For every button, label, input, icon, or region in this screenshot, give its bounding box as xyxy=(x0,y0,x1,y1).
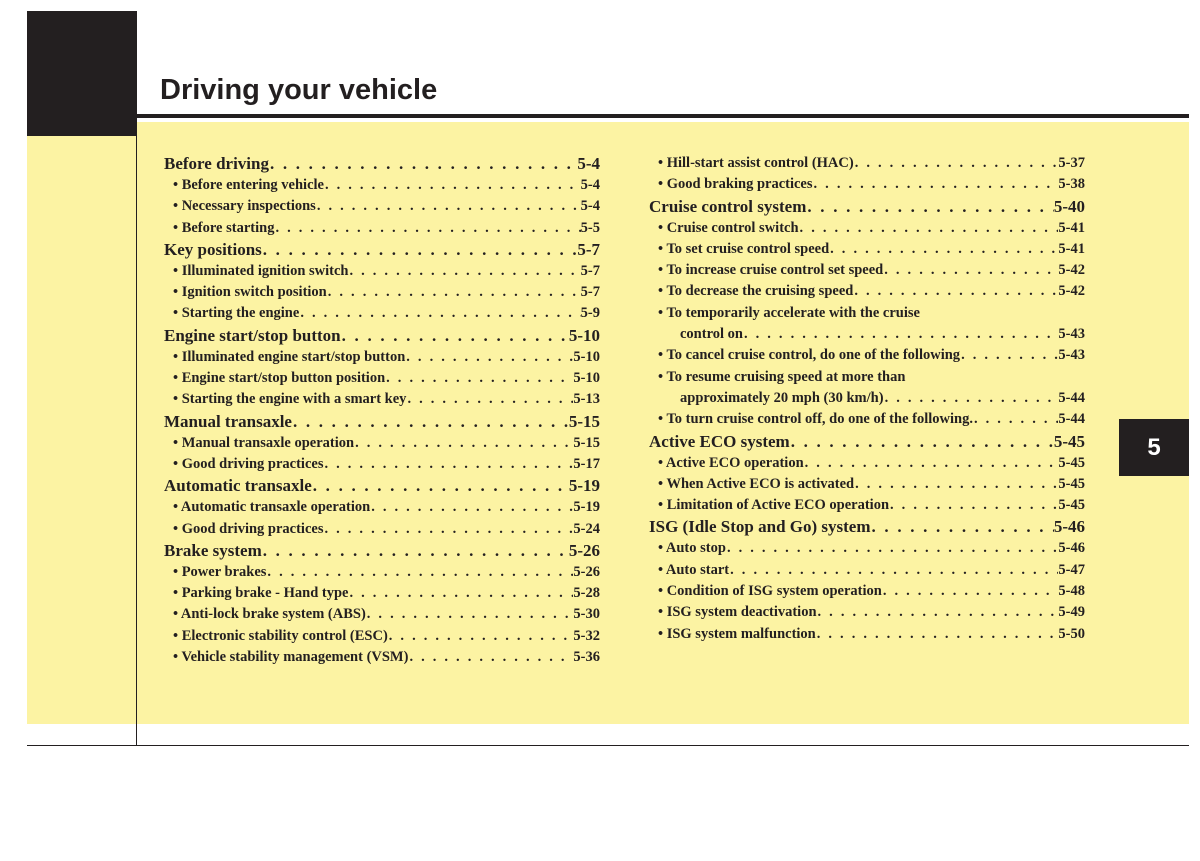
toc-dot-leader xyxy=(348,583,573,604)
toc-entry-label: • To temporarily accelerate with the cruise xyxy=(658,304,920,321)
toc-dot-leader xyxy=(799,218,1059,239)
toc-dot-leader xyxy=(348,261,580,282)
toc-dot-leader xyxy=(327,282,581,303)
toc-entry-label: Brake system xyxy=(164,540,262,560)
toc-subsection-entry[interactable] xyxy=(649,602,1085,623)
toc-entry-label: control on xyxy=(680,326,743,343)
toc-page-number: 5-17 xyxy=(573,455,600,472)
toc-page-number: 5-45 xyxy=(1053,431,1085,451)
toc-entry-label: • Automatic transaxle operation xyxy=(173,499,371,516)
toc-dot-leader xyxy=(829,239,1058,260)
toc-page-number: 5-10 xyxy=(568,325,600,345)
toc-entry-label: • Condition of ISG system operation xyxy=(658,583,882,600)
toc-dot-leader xyxy=(292,411,569,433)
toc-section-entry[interactable] xyxy=(164,153,600,175)
toc-subsection-entry[interactable] xyxy=(649,281,1085,302)
toc-dot-leader xyxy=(960,345,1058,366)
toc-page-number: 5-45 xyxy=(1058,454,1085,471)
toc-subsection-entry[interactable] xyxy=(649,345,1085,366)
toc-dot-leader xyxy=(743,324,1058,345)
margin-rule xyxy=(136,136,137,746)
toc-subsection-entry[interactable] xyxy=(164,519,600,540)
toc-page-number: 5-10 xyxy=(573,370,600,387)
toc-subsection-entry[interactable] xyxy=(649,218,1085,239)
toc-subsection-entry[interactable] xyxy=(649,581,1085,602)
toc-entry-label: • Manual transaxle operation xyxy=(173,434,355,451)
toc-subsection-entry[interactable] xyxy=(164,303,600,324)
toc-page-number: 5-49 xyxy=(1058,604,1085,621)
toc-subsection-entry[interactable] xyxy=(649,474,1085,495)
toc-dot-leader xyxy=(274,218,580,239)
toc-dot-leader xyxy=(884,388,1059,409)
toc-subsection-entry[interactable] xyxy=(164,583,600,604)
toc-subsection-entry[interactable] xyxy=(649,453,1085,474)
toc-entry-label: • Necessary inspections xyxy=(173,198,316,215)
toc-entry-label: Engine start/stop button xyxy=(164,325,341,345)
toc-entry-label: • Illuminated engine start/stop button xyxy=(173,348,406,365)
toc-page-number: 5-36 xyxy=(573,649,600,666)
toc-subsection-entry[interactable] xyxy=(164,282,600,303)
toc-dot-leader xyxy=(316,196,581,217)
toc-dot-leader xyxy=(816,624,1059,645)
toc-dot-leader xyxy=(385,368,573,389)
toc-entry-label: Automatic transaxle xyxy=(164,476,312,496)
toc-dot-leader xyxy=(882,581,1059,602)
toc-entry-label: • Active ECO operation xyxy=(658,454,804,471)
toc-section-entry[interactable] xyxy=(164,411,600,433)
toc-section-entry[interactable] xyxy=(164,239,600,261)
toc-page-number: 5-45 xyxy=(1058,475,1085,492)
toc-dot-leader xyxy=(790,431,1054,453)
toc-entry-label: • When Active ECO is activated xyxy=(658,475,855,492)
toc-page-number: 5-4 xyxy=(580,177,600,193)
toc-page-number: 5-30 xyxy=(573,606,600,623)
toc-dot-leader xyxy=(354,433,573,454)
toc-dot-leader xyxy=(299,303,580,324)
toc-page-number: 5-4 xyxy=(577,154,600,173)
toc-entry-label: • To set cruise control speed xyxy=(658,240,830,257)
toc-entry-label: Active ECO system xyxy=(649,431,790,451)
bottom-rule xyxy=(27,745,1189,746)
toc-subsection-entry[interactable] xyxy=(164,647,600,668)
toc-entry-label: • ISG system deactivation xyxy=(658,604,817,621)
toc-subsection-entry[interactable] xyxy=(649,409,1085,430)
toc-page-number: 5-37 xyxy=(1058,155,1085,171)
toc-entry-label: • To decrease the cruising speed xyxy=(658,283,854,300)
toc-entry-label: ISG (Idle Stop and Go) system xyxy=(649,517,871,537)
toc-entry-label: • Starting the engine with a smart key xyxy=(173,391,407,408)
toc-entry-label: Key positions xyxy=(164,239,262,259)
toc-dot-leader xyxy=(266,562,573,583)
toc-page-number: 5-7 xyxy=(580,284,600,301)
toc-subsection-entry[interactable] xyxy=(164,175,600,196)
toc-page-number: 5-10 xyxy=(573,348,600,365)
toc-subsection-entry[interactable] xyxy=(164,497,600,518)
toc-entry-label: • Anti-lock brake system (ABS) xyxy=(173,606,366,623)
toc-dot-leader xyxy=(408,647,573,668)
toc-entry-label: • Power brakes xyxy=(173,563,267,580)
toc-subsection-entry[interactable] xyxy=(164,433,600,454)
toc-subsection-entry[interactable] xyxy=(164,261,600,282)
toc-subsection-entry[interactable] xyxy=(164,218,600,239)
toc-entry-label: • Vehicle stability management (VSM) xyxy=(173,649,409,666)
toc-entry-label: • To resume cruising speed at more than xyxy=(658,368,906,385)
toc-page-number: 5-15 xyxy=(568,411,600,431)
toc-dot-leader xyxy=(324,175,581,196)
toc-entry-label: Manual transaxle xyxy=(164,411,292,431)
toc-subsection-entry[interactable] xyxy=(649,388,1085,409)
toc-dot-leader xyxy=(312,475,569,497)
toc-entry-label: • Good driving practices xyxy=(173,455,324,472)
toc-dot-leader xyxy=(817,602,1059,623)
toc-page-number: 5-26 xyxy=(573,563,600,580)
toc-dot-leader xyxy=(883,260,1058,281)
toc-dot-leader xyxy=(406,389,573,410)
toc-entry-label: • Limitation of Active ECO operation xyxy=(658,497,890,514)
toc-entry-label: • Good braking practices xyxy=(658,176,813,193)
toc-entry-label: • Illuminated ignition switch xyxy=(173,262,349,279)
toc-dot-leader xyxy=(854,474,1058,495)
toc-page-number: 5-41 xyxy=(1058,219,1085,236)
toc-page-number: 5-4 xyxy=(580,198,600,215)
toc-dot-leader xyxy=(370,497,573,518)
toc-dot-leader xyxy=(269,153,577,175)
toc-entry-label: • Auto start xyxy=(658,561,730,578)
toc-dot-leader xyxy=(388,626,574,647)
toc-dot-leader xyxy=(262,239,578,261)
toc-page-number: 5-15 xyxy=(573,434,600,451)
toc-subsection-entry[interactable] xyxy=(649,153,1085,174)
toc-dot-leader xyxy=(323,519,573,540)
toc-dot-leader xyxy=(323,454,573,475)
toc-dot-leader xyxy=(853,281,1058,302)
page-title: Driving your vehicle xyxy=(160,74,438,106)
toc-entry-label: Cruise control system xyxy=(649,196,807,216)
toc-dot-leader xyxy=(341,325,569,347)
sidebar-background xyxy=(27,136,137,724)
toc-dot-leader xyxy=(405,347,573,368)
toc-dot-leader xyxy=(889,495,1058,516)
toc-subsection-entry[interactable] xyxy=(164,347,600,368)
toc-entry-label: approximately 20 mph (30 km/h) xyxy=(680,389,884,406)
chapter-tab[interactable]: 5 xyxy=(1119,419,1189,476)
toc-dot-leader xyxy=(813,174,1059,195)
toc-page-number: 5-43 xyxy=(1058,347,1085,364)
toc-entry-label: • Engine start/stop button position xyxy=(173,370,386,387)
toc-subsection-entry[interactable] xyxy=(164,562,600,583)
toc-subsection-entry[interactable] xyxy=(164,196,600,217)
toc-page-number: 5-41 xyxy=(1058,240,1085,257)
toc-dot-leader xyxy=(726,538,1058,559)
toc-subsection-entry[interactable] xyxy=(164,389,600,410)
toc-page-number: 5-45 xyxy=(1058,497,1085,514)
toc-page-number: 5-5 xyxy=(580,219,600,236)
toc-dot-leader xyxy=(262,540,569,562)
toc-page-number: 5-38 xyxy=(1058,176,1085,193)
toc-entry-label: • Before entering vehicle xyxy=(173,177,324,193)
chapter-corner-block xyxy=(27,11,137,136)
toc-section-entry[interactable] xyxy=(164,540,600,562)
toc-subsection-entry[interactable] xyxy=(649,303,1085,324)
toc-entry-label: • Ignition switch position xyxy=(173,284,327,301)
toc-subsection-entry[interactable] xyxy=(649,367,1085,388)
toc-column-left xyxy=(164,153,600,668)
toc-page-number: 5-44 xyxy=(1058,411,1085,428)
toc-page-number: 5-13 xyxy=(573,391,600,408)
toc-dot-leader xyxy=(366,604,574,625)
toc-entry-label: • Cruise control switch xyxy=(658,219,799,236)
toc-page-number: 5-47 xyxy=(1058,561,1085,578)
toc-page-number: 5-48 xyxy=(1058,583,1085,600)
toc-entry-label: • Electronic stability control (ESC) xyxy=(173,627,388,644)
toc-entry-label: • Hill-start assist control (HAC) xyxy=(658,155,854,171)
toc-page-number: 5-46 xyxy=(1058,540,1085,557)
toc-subsection-entry[interactable] xyxy=(164,626,600,647)
toc-dot-leader xyxy=(973,409,1058,430)
toc-subsection-entry[interactable] xyxy=(164,368,600,389)
toc-dot-leader xyxy=(729,560,1058,581)
toc-subsection-entry[interactable] xyxy=(649,538,1085,559)
toc-subsection-entry[interactable] xyxy=(649,260,1085,281)
toc-page-number: 5-42 xyxy=(1058,262,1085,279)
toc-column-right xyxy=(649,153,1085,645)
toc-dot-leader xyxy=(806,196,1053,218)
toc-entry-label: • ISG system malfunction xyxy=(658,625,816,642)
toc-subsection-entry[interactable] xyxy=(649,239,1085,260)
toc-entry-label: • Auto stop xyxy=(658,540,726,557)
toc-entry-label: • Parking brake - Hand type xyxy=(173,585,349,602)
toc-page-number: 5-9 xyxy=(580,305,600,322)
toc-page-number: 5-42 xyxy=(1058,283,1085,300)
toc-page-number: 5-19 xyxy=(568,476,600,496)
toc-section-entry[interactable] xyxy=(164,475,600,497)
toc-page-number: 5-28 xyxy=(573,585,600,602)
toc-dot-leader xyxy=(804,453,1059,474)
toc-page-number: 5-46 xyxy=(1053,517,1085,537)
toc-entry-label: • Starting the engine xyxy=(173,305,300,322)
toc-dot-leader xyxy=(871,516,1054,538)
toc-subsection-entry[interactable] xyxy=(649,495,1085,516)
toc-page-number: 5-43 xyxy=(1058,326,1085,343)
toc-page-number: 5-7 xyxy=(577,239,600,259)
toc-subsection-entry[interactable] xyxy=(649,624,1085,645)
toc-subsection-entry[interactable] xyxy=(164,454,600,475)
toc-page-number: 5-7 xyxy=(580,262,600,279)
toc-page-number: 5-50 xyxy=(1058,625,1085,642)
toc-page-number: 5-26 xyxy=(568,540,600,560)
toc-section-entry[interactable] xyxy=(649,516,1085,538)
toc-entry-label: • Before starting xyxy=(173,219,275,236)
toc-page-number: 5-32 xyxy=(573,627,600,644)
title-rule xyxy=(137,114,1189,118)
toc-entry-label: • Good driving practices xyxy=(173,520,324,537)
toc-subsection-entry[interactable] xyxy=(164,604,600,625)
toc-section-entry[interactable] xyxy=(649,196,1085,218)
toc-section-entry[interactable] xyxy=(649,431,1085,453)
toc-page-number: 5-44 xyxy=(1058,389,1085,406)
toc-page-number: 5-24 xyxy=(573,520,600,537)
toc-subsection-entry[interactable] xyxy=(649,324,1085,345)
toc-entry-label: Before driving xyxy=(164,154,269,173)
toc-entry-label: • To turn cruise control off, do one of the following. xyxy=(658,411,973,428)
toc-subsection-entry[interactable] xyxy=(649,560,1085,581)
toc-section-entry[interactable] xyxy=(164,325,600,347)
toc-entry-label: • To cancel cruise control, do one of the following xyxy=(658,347,961,364)
toc-subsection-entry[interactable] xyxy=(649,174,1085,195)
toc-page-number: 5-19 xyxy=(573,499,600,516)
toc-page-number: 5-40 xyxy=(1053,196,1085,216)
toc-entry-label: • To increase cruise control set speed xyxy=(658,262,884,279)
toc-dot-leader xyxy=(854,153,1059,174)
